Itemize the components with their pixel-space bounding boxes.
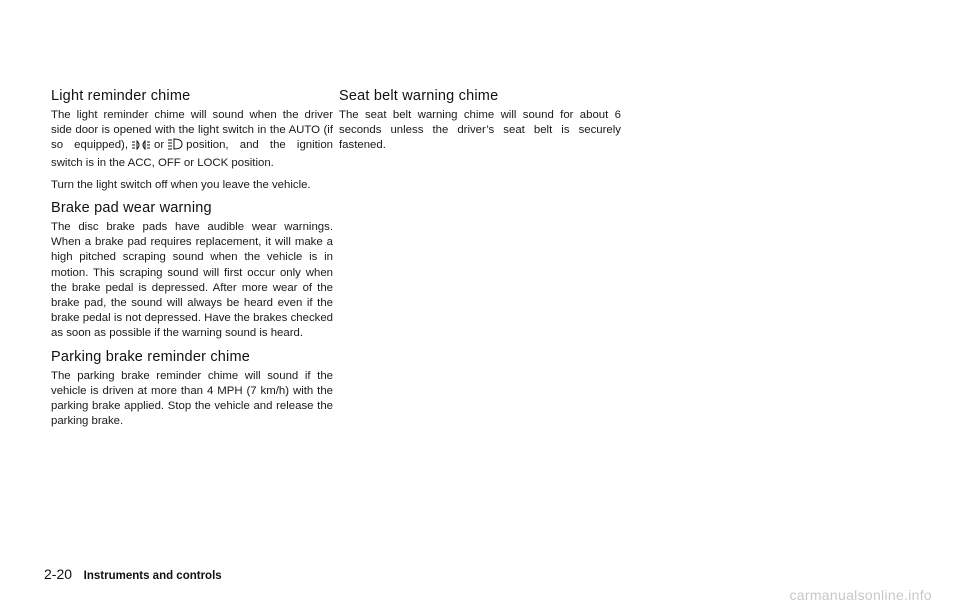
seat-belt-section (339, 88, 621, 154)
parking-brake-heading: Parking brake reminder chime (51, 348, 251, 365)
seat-belt-paragraph: The seat belt warning chime will sound for about 6 seconds unless the driver’s seat belt is securely fastened. (339, 109, 621, 152)
right-column (339, 88, 621, 161)
parking-light-icon (131, 140, 151, 155)
section-name: Instruments and controls (83, 570, 222, 582)
parking-brake-paragraph: The parking brake reminder chime will sound if the vehicle is driven at more than 4 MPH (7 km/h) with the parking brake applied. Stop the vehicle and release the parking brake. (51, 369, 333, 428)
light-reminder-paragraph-1 (51, 108, 333, 171)
light-reminder-text-a: The light reminder chime will sound when the driver side door is opened with the light switch in the AUTO (if so equipped), (51, 109, 333, 152)
light-reminder-or: or (154, 139, 165, 152)
watermark: carmanualsonline.info (789, 587, 932, 603)
light-reminder-heading: Light reminder chime (51, 88, 191, 104)
brake-pad-section (51, 200, 333, 342)
seat-belt-heading: Seat belt warning chime (339, 88, 499, 104)
light-reminder-text-b: position, and the ignition switch is in the ACC, OFF or LOCK position. (51, 139, 334, 169)
brake-pad-heading: Brake pad wear warning (51, 200, 212, 217)
parking-brake-section (51, 349, 333, 430)
light-reminder-section (51, 88, 333, 193)
page-footer (44, 566, 222, 582)
page-number: 2-20 (44, 566, 73, 582)
headlight-icon (167, 138, 183, 155)
light-reminder-paragraph-2: Turn the light switch off when you leave the vehicle. (51, 178, 311, 191)
left-column (51, 88, 333, 436)
brake-pad-paragraph: The disc brake pads have audible wear warnings. When a brake pad requires replacement, it will make a high pitched scraping sound when the vehicle is in motion. This scraping sound will first occur only when the brake pedal is depressed. After more wear of the brake pad, the sound will always be heard even if the brake pedal is not depressed. Have the brakes checked as soon as possible if the warning sound is heard. (51, 221, 333, 340)
